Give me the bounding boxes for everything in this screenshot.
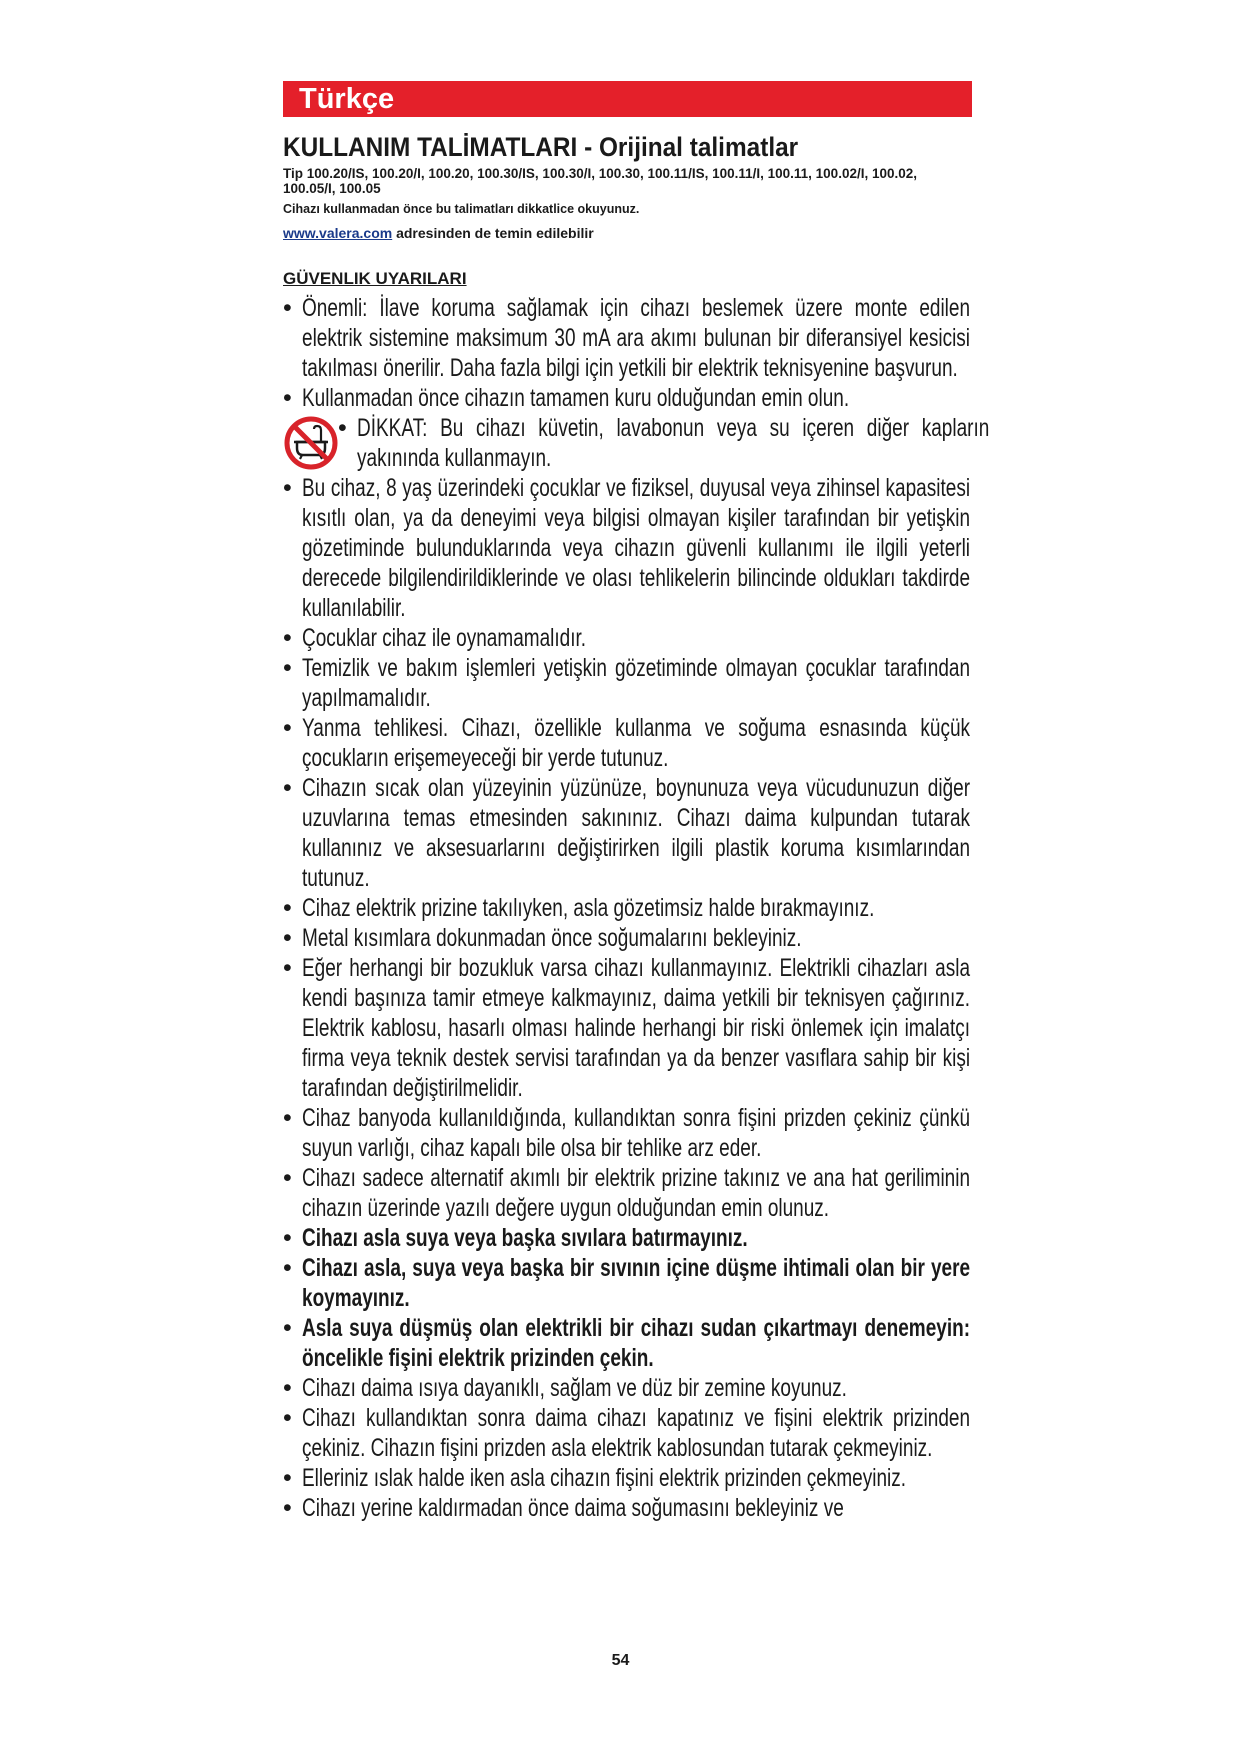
warning-text: Asla suya düşmüş olan elektrikli bir cihazı sudan çıkartmayı denemeyin: öncelikle fişini elektrik prizinden çekin. xyxy=(302,1314,971,1372)
bullet: • xyxy=(283,1464,292,1492)
warning-text: Kullanmadan önce cihazın tamamen kuru olduğundan emin olun. xyxy=(302,384,850,412)
bullet: • xyxy=(283,1404,292,1432)
list-item xyxy=(283,953,973,1103)
warning-text: DİKKAT: Bu cihazı küvetin, lavabonun veya su içeren diğer kapların yakınında kullanmayın. xyxy=(357,414,990,472)
model-types: Tip 100.20/IS, 100.20/I, 100.20, 100.30/IS, 100.30/I, 100.30, 100.11/IS, 100.11/I, 100.11, 100.02/I, 100.02, 100.05/I, 100.05 xyxy=(283,166,918,196)
list-item xyxy=(283,1223,973,1253)
website-suffix: adresinden de temin edilebilir xyxy=(392,225,594,241)
bullet: • xyxy=(338,414,347,442)
bullet: • xyxy=(283,474,292,502)
safety-heading: GÜVENLIK UYARILARI xyxy=(283,269,467,288)
bullet: • xyxy=(283,954,292,982)
bullet: • xyxy=(283,1494,292,1522)
no-bathtub-icon xyxy=(283,415,339,471)
list-item xyxy=(283,1313,973,1373)
warning-text: Çocuklar cihaz ile oynamamalıdır. xyxy=(302,624,587,652)
bullet: • xyxy=(283,924,292,952)
list-item xyxy=(283,413,990,473)
list-item xyxy=(283,293,973,383)
warning-text: Metal kısımlara dokunmadan önce soğumalarını bekleyiniz. xyxy=(302,924,802,952)
page-number: 54 xyxy=(611,1652,630,1669)
language-banner xyxy=(283,81,972,117)
warning-text: Temizlik ve bakım işlemleri yetişkin gözetiminde olmayan çocuklar tarafından yapılmamalıdır. xyxy=(302,654,971,712)
list-item xyxy=(283,623,973,653)
language-label: Türkçe xyxy=(299,83,395,115)
list-item xyxy=(283,653,973,713)
bullet: • xyxy=(283,654,292,682)
list-item xyxy=(283,1253,973,1313)
bullet: • xyxy=(283,624,292,652)
warning-text: Cihaz elektrik prizine takılıyken, asla gözetimsiz halde bırakmayınız. xyxy=(302,894,875,922)
warning-text: Cihazı asla suya veya başka sıvılara batırmayınız. xyxy=(302,1224,748,1252)
warning-text: Cihaz banyoda kullanıldığında, kullandıktan sonra fişini prizden çekiniz çünkü suyun varlığı, cihaz kapalı bile olsa bir tehlike arz eder. xyxy=(302,1104,971,1162)
list-item xyxy=(283,473,973,623)
warning-text: Cihazı kullandıktan sonra daima cihazı kapatınız ve fişini elektrik prizinden çekiniz. Cihazın fişini prizden asla elektrik kablosundan tutarak çekmeyiniz. xyxy=(302,1404,971,1462)
bullet: • xyxy=(283,1374,292,1402)
page-title: KULLANIM TALİMATLARI - Orijinal talimatlar xyxy=(283,132,799,162)
warning-text: Cihazı daima ısıya dayanıklı, sağlam ve düz bir zemine koyunuz. xyxy=(302,1374,847,1402)
bullet: • xyxy=(283,894,292,922)
warning-text: Yanma tehlikesi. Cihazı, özellikle kullanma ve soğuma esnasında küçük çocukların erişemeyeceği bir yerde tutunuz. xyxy=(302,714,971,772)
bullet: • xyxy=(283,714,292,742)
website-line xyxy=(283,225,594,242)
list-item xyxy=(283,1373,973,1403)
warning-text: Elleriniz ıslak halde iken asla cihazın fişini elektrik prizinden çekmeyiniz. xyxy=(302,1464,907,1492)
warning-text: Cihazı asla, suya veya başka bir sıvının içine düşme ihtimali olan bir yere koymayınız. xyxy=(302,1254,971,1312)
list-item xyxy=(283,773,973,893)
warning-text: Bu cihaz, 8 yaş üzerindeki çocuklar ve fiziksel, duyusal veya zihinsel kapasitesi kısıtlı olan, ya da deneyimi veya bilgisi olmayan kişiler tarafından bir yetişkin gözetiminde bulunduklarında veya cihazın güvenli kullanımı ile ilgili yeterli derecede bilgilendirildiklerinde ve olası tehlikelerin bilincinde oldukları takdirde kullanılabilir. xyxy=(302,474,971,622)
warning-text: Önemli: İlave koruma sağlamak için cihazı beslemek üzere monte edilen elektrik sistemine maksimum 30 mA ara akımı bulunan bir diferansiyel kesicisi takılması önerilir. Daha fazla bilgi için yetkili bir elektrik teknisyenine başvurun. xyxy=(302,294,971,382)
bullet: • xyxy=(283,1164,292,1192)
bullet: • xyxy=(283,1104,292,1132)
list-item xyxy=(283,713,973,773)
bullet: • xyxy=(283,1254,292,1282)
list-item xyxy=(283,1103,973,1163)
list-item xyxy=(283,1493,973,1523)
safety-warnings-list xyxy=(283,293,990,1523)
bullet: • xyxy=(283,1224,292,1252)
list-item xyxy=(283,383,973,413)
bullet: • xyxy=(283,294,292,322)
bullet: • xyxy=(283,384,292,412)
website-link[interactable]: www.valera.com xyxy=(283,225,393,241)
bullet: • xyxy=(283,1314,292,1342)
warning-text: Cihazı sadece alternatif akımlı bir elektrik prizine takınız ve ana hat geriliminin cihazın üzerinde yazılı değere uygun olduğundan emin olunuz. xyxy=(302,1164,971,1222)
list-item xyxy=(283,1403,973,1463)
warning-text: Cihazın sıcak olan yüzeyinin yüzünüze, boynunuza veya vücudunuzun diğer uzuvlarına temas etmesinden sakınınız. Cihazı daima kulpundan tutarak kullanınız ve aksesuarlarını değiştirirken ilgili plastik koruma kısımlarından tutunuz. xyxy=(302,774,971,892)
read-first-note: Cihazı kullanmadan önce bu talimatları dikkatlice okuyunuz. xyxy=(283,202,640,216)
warning-text: Cihazı yerine kaldırmadan önce daima soğumasını bekleyiniz ve xyxy=(302,1494,844,1522)
bullet: • xyxy=(283,774,292,802)
warning-text: Eğer herhangi bir bozukluk varsa cihazı kullanmayınız. Elektrikli cihazları asla kendi başınıza tamir etmeye kalkmayınız, daima yetkili bir teknisyen çağırınız. Elektrik kablosu, hasarlı olması halinde herhangi bir riski önlemek için imalatçı firma veya teknik destek servisi tarafından ya da benzer vasıflara sahip bir kişi tarafından değiştirilmelidir. xyxy=(302,954,971,1102)
list-item xyxy=(283,923,973,953)
list-item xyxy=(283,1463,973,1493)
list-item xyxy=(283,1163,973,1223)
list-item xyxy=(283,893,973,923)
